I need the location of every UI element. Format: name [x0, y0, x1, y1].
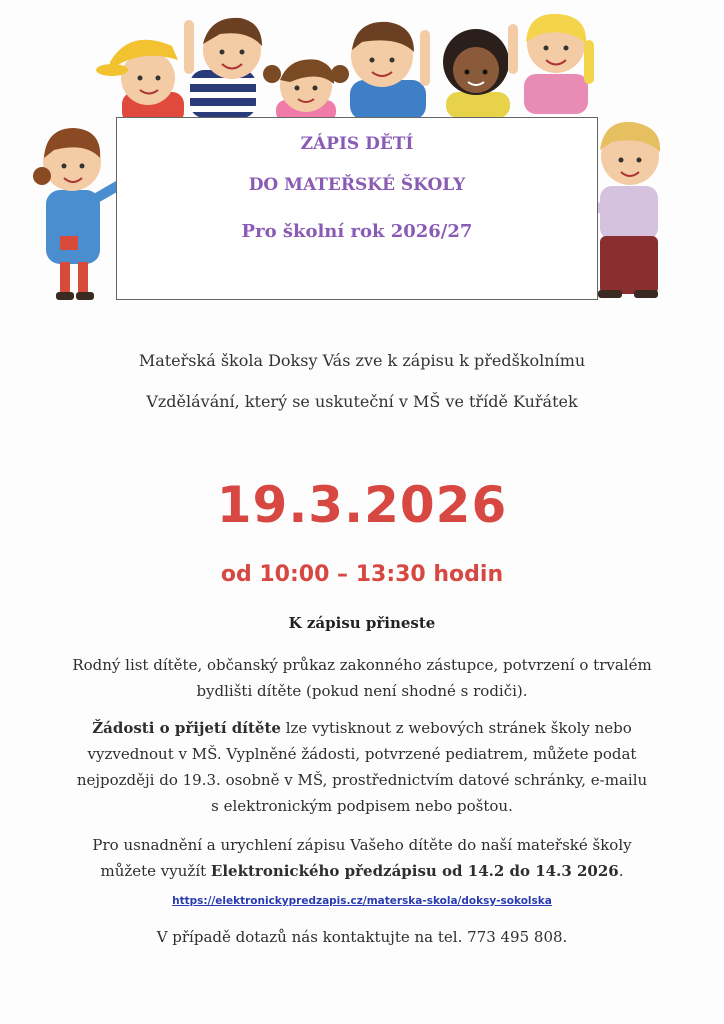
bring-text: [0, 652, 724, 704]
bring-line-1: Rodný list dítěte, občanský průkaz zakonného zástupce, potvrzení o trvalém: [72, 656, 652, 674]
pre-registration-line-1: Pro usnadnění a urychlení zápisu Vašeho dítěte do naší mateřské školy: [92, 836, 632, 854]
intro-line-2: Vzdělávání, který se uskuteční v MŠ ve třídě Kuřátek: [146, 392, 578, 411]
pre-registration-bold: Elektronického předzápisu od 14.2 do 14.3 2026: [210, 862, 619, 880]
pre-registration-link-text[interactable]: https://elektronickypredzapis.cz/materska-skola/doksy-sokolska: [172, 895, 552, 907]
contact-text: V případě dotazů nás kontaktujte na tel. 773 495 808.: [156, 928, 568, 946]
title-line-1: ZÁPIS DĚTÍ: [300, 134, 414, 154]
intro-line-1: Mateřská škola Doksy Vás zve k zápisu k předškolnímu: [138, 351, 586, 370]
pre-registration-line-2-start: můžete využít: [100, 862, 211, 880]
applications-line-1-rest: lze vytisknout z webových stránek školy nebo: [280, 719, 632, 737]
pre-registration-line-2-end: .: [618, 862, 624, 880]
applications-bold-lead: Žádosti o přijetí dítěte: [92, 719, 281, 737]
title-line-2: DO MATEŘSKÉ ŠKOLY: [248, 175, 466, 195]
intro-text: [0, 340, 724, 422]
kid-striped-shirt: [184, 18, 262, 118]
pre-registration-text: [0, 832, 724, 884]
pre-registration-line-2: [0, 858, 724, 884]
applications-line-3: nejpozději do 19.3. osobně v MŠ, prostřednictvím datové schránky, e-mailu: [76, 771, 648, 789]
bring-heading: K zápisu přineste: [288, 614, 436, 632]
kid-girl-blonde: [508, 14, 594, 114]
bring-line-2: bydlišti dítěte (pokud není shodné s rodiči).: [196, 682, 528, 700]
kid-blue-shirt: [350, 22, 430, 120]
applications-line-4: s elektronickým podpisem nebo poštou.: [211, 797, 513, 815]
pre-registration-link[interactable]: [0, 895, 724, 907]
event-time: od 10:00 – 13:30 hodin: [220, 562, 504, 587]
applications-line-2: vyzvednout v MŠ. Vyplněné žádosti, potvrzené pediatrem, můžete podat: [87, 745, 637, 763]
title-line-3: Pro školní rok 2026/27: [241, 221, 473, 242]
event-date: 19.3.2026: [216, 476, 508, 534]
kid-girl-pigtails: [263, 59, 349, 122]
applications-text: [0, 715, 724, 819]
kid-yellow-cap: [96, 40, 184, 124]
kid-girl-curly: [443, 29, 510, 118]
sign-board: [116, 117, 598, 300]
applications-line-1: [0, 715, 724, 741]
